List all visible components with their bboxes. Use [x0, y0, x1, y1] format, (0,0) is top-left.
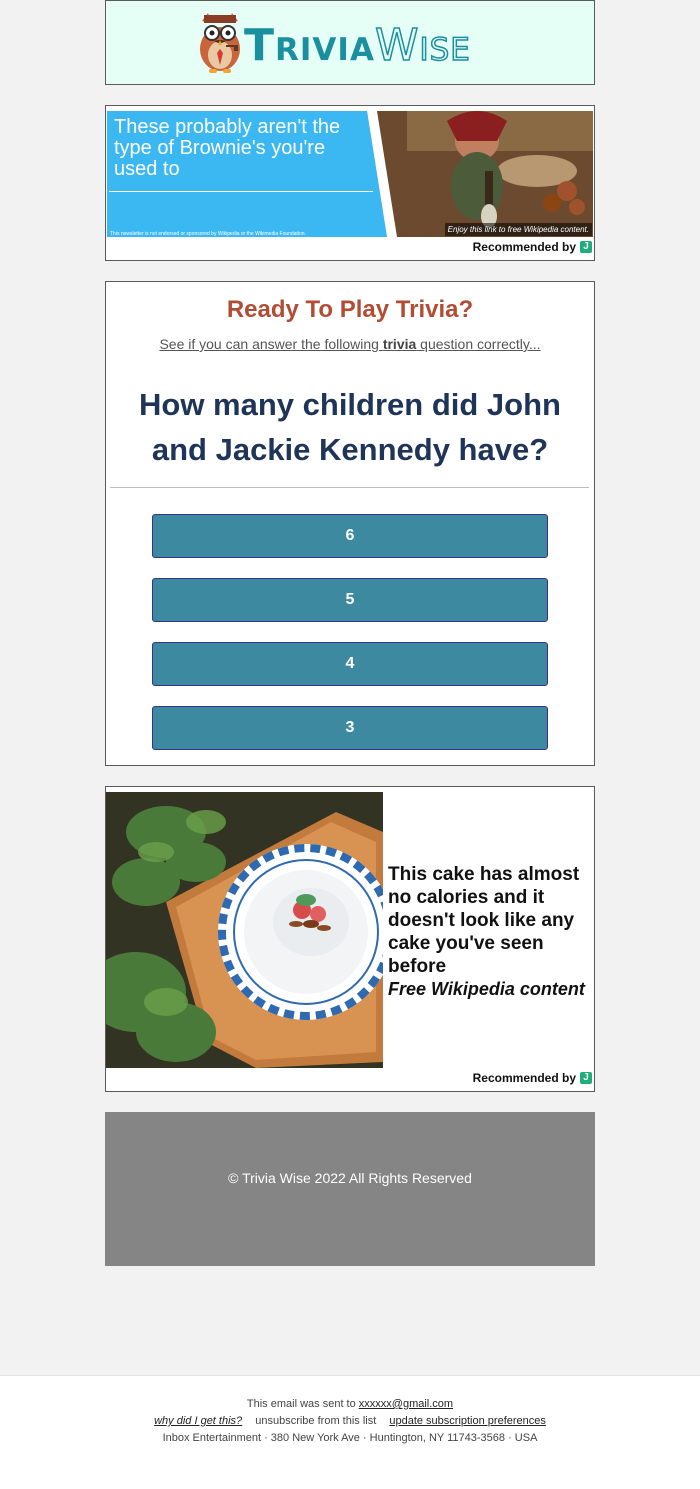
ad2-italic-tag[interactable]: Free Wikipedia content [388, 979, 585, 999]
logo[interactable] [194, 11, 514, 75]
trivia-card [105, 281, 595, 766]
logo-wise: Wise [374, 20, 471, 71]
answer-button[interactable]: 4 [152, 642, 548, 686]
recommended-by-label[interactable] [473, 240, 592, 254]
recipient-email-link[interactable]: xxxxxx@gmail.com [358, 1398, 454, 1410]
trivia-title: Ready To Play Trivia? [226, 296, 474, 323]
sent-to-label: This email was sent to [246, 1398, 359, 1410]
ad1-divider [109, 191, 373, 192]
trivia-sub-bold: trivia [382, 336, 417, 352]
header-banner [105, 0, 595, 85]
sponsored-ad-cake[interactable] [105, 786, 595, 1092]
footer-panel [105, 1112, 595, 1266]
trivia-sub-before: See if you can answer the following [159, 336, 383, 352]
unsubscribe-link[interactable]: unsubscribe from this list [255, 1415, 377, 1427]
subscription-links [0, 1415, 700, 1427]
answer-button[interactable]: 3 [152, 706, 548, 750]
why-link[interactable]: why did I get this? [154, 1415, 243, 1427]
ad1-headline[interactable]: These probably aren't the type of Brownie's you're used to [114, 116, 341, 180]
brownie-illustration-image[interactable] [367, 111, 593, 237]
sponsored-ad-brownies[interactable] [105, 105, 595, 261]
recommended-text: Recommended by [472, 1071, 576, 1085]
logo-trivia: Trivia [244, 20, 375, 71]
answer-button[interactable]: 5 [152, 578, 548, 622]
question-divider [110, 487, 589, 488]
recommended-by-label[interactable] [473, 1071, 592, 1085]
ad1-disclaimer: This newsletter is not endorsed or sponsored by Wikipedia or the Wikimedia Foundation. [110, 231, 306, 237]
recommended-text: Recommended by [472, 240, 576, 254]
logo-text [244, 20, 471, 71]
ad1-image-caption: Enjoy this link to free Wikipedia content. [445, 223, 592, 236]
mailing-address: Inbox Entertainment · 380 New York Ave · Huntington, NY 11743-3568 · USA [162, 1432, 538, 1444]
recommender-logo-icon: J [580, 241, 592, 253]
email-footer [0, 1375, 700, 1489]
copyright-text: © Trivia Wise 2022 All Rights Reserved [228, 1170, 472, 1186]
cake-plate-image[interactable] [106, 792, 383, 1068]
update-preferences-link[interactable]: update subscription preferences [389, 1415, 546, 1427]
trivia-question: How many children did John and Jackie Kennedy have? [139, 387, 561, 467]
trivia-sub-after: question correctly... [416, 336, 541, 352]
ad2-headline[interactable] [388, 863, 594, 1001]
ad1-banner[interactable] [107, 111, 593, 237]
answer-button[interactable]: 6 [152, 514, 548, 558]
sent-to-line [0, 1398, 700, 1410]
trivia-subtitle-link[interactable] [106, 336, 594, 352]
owl-mascot-icon [194, 11, 246, 75]
recommender-logo-icon: J [580, 1072, 592, 1084]
ad2-headline-text[interactable]: This cake has almost no calories and it doesn't look like any cake you've seen before [388, 864, 580, 977]
